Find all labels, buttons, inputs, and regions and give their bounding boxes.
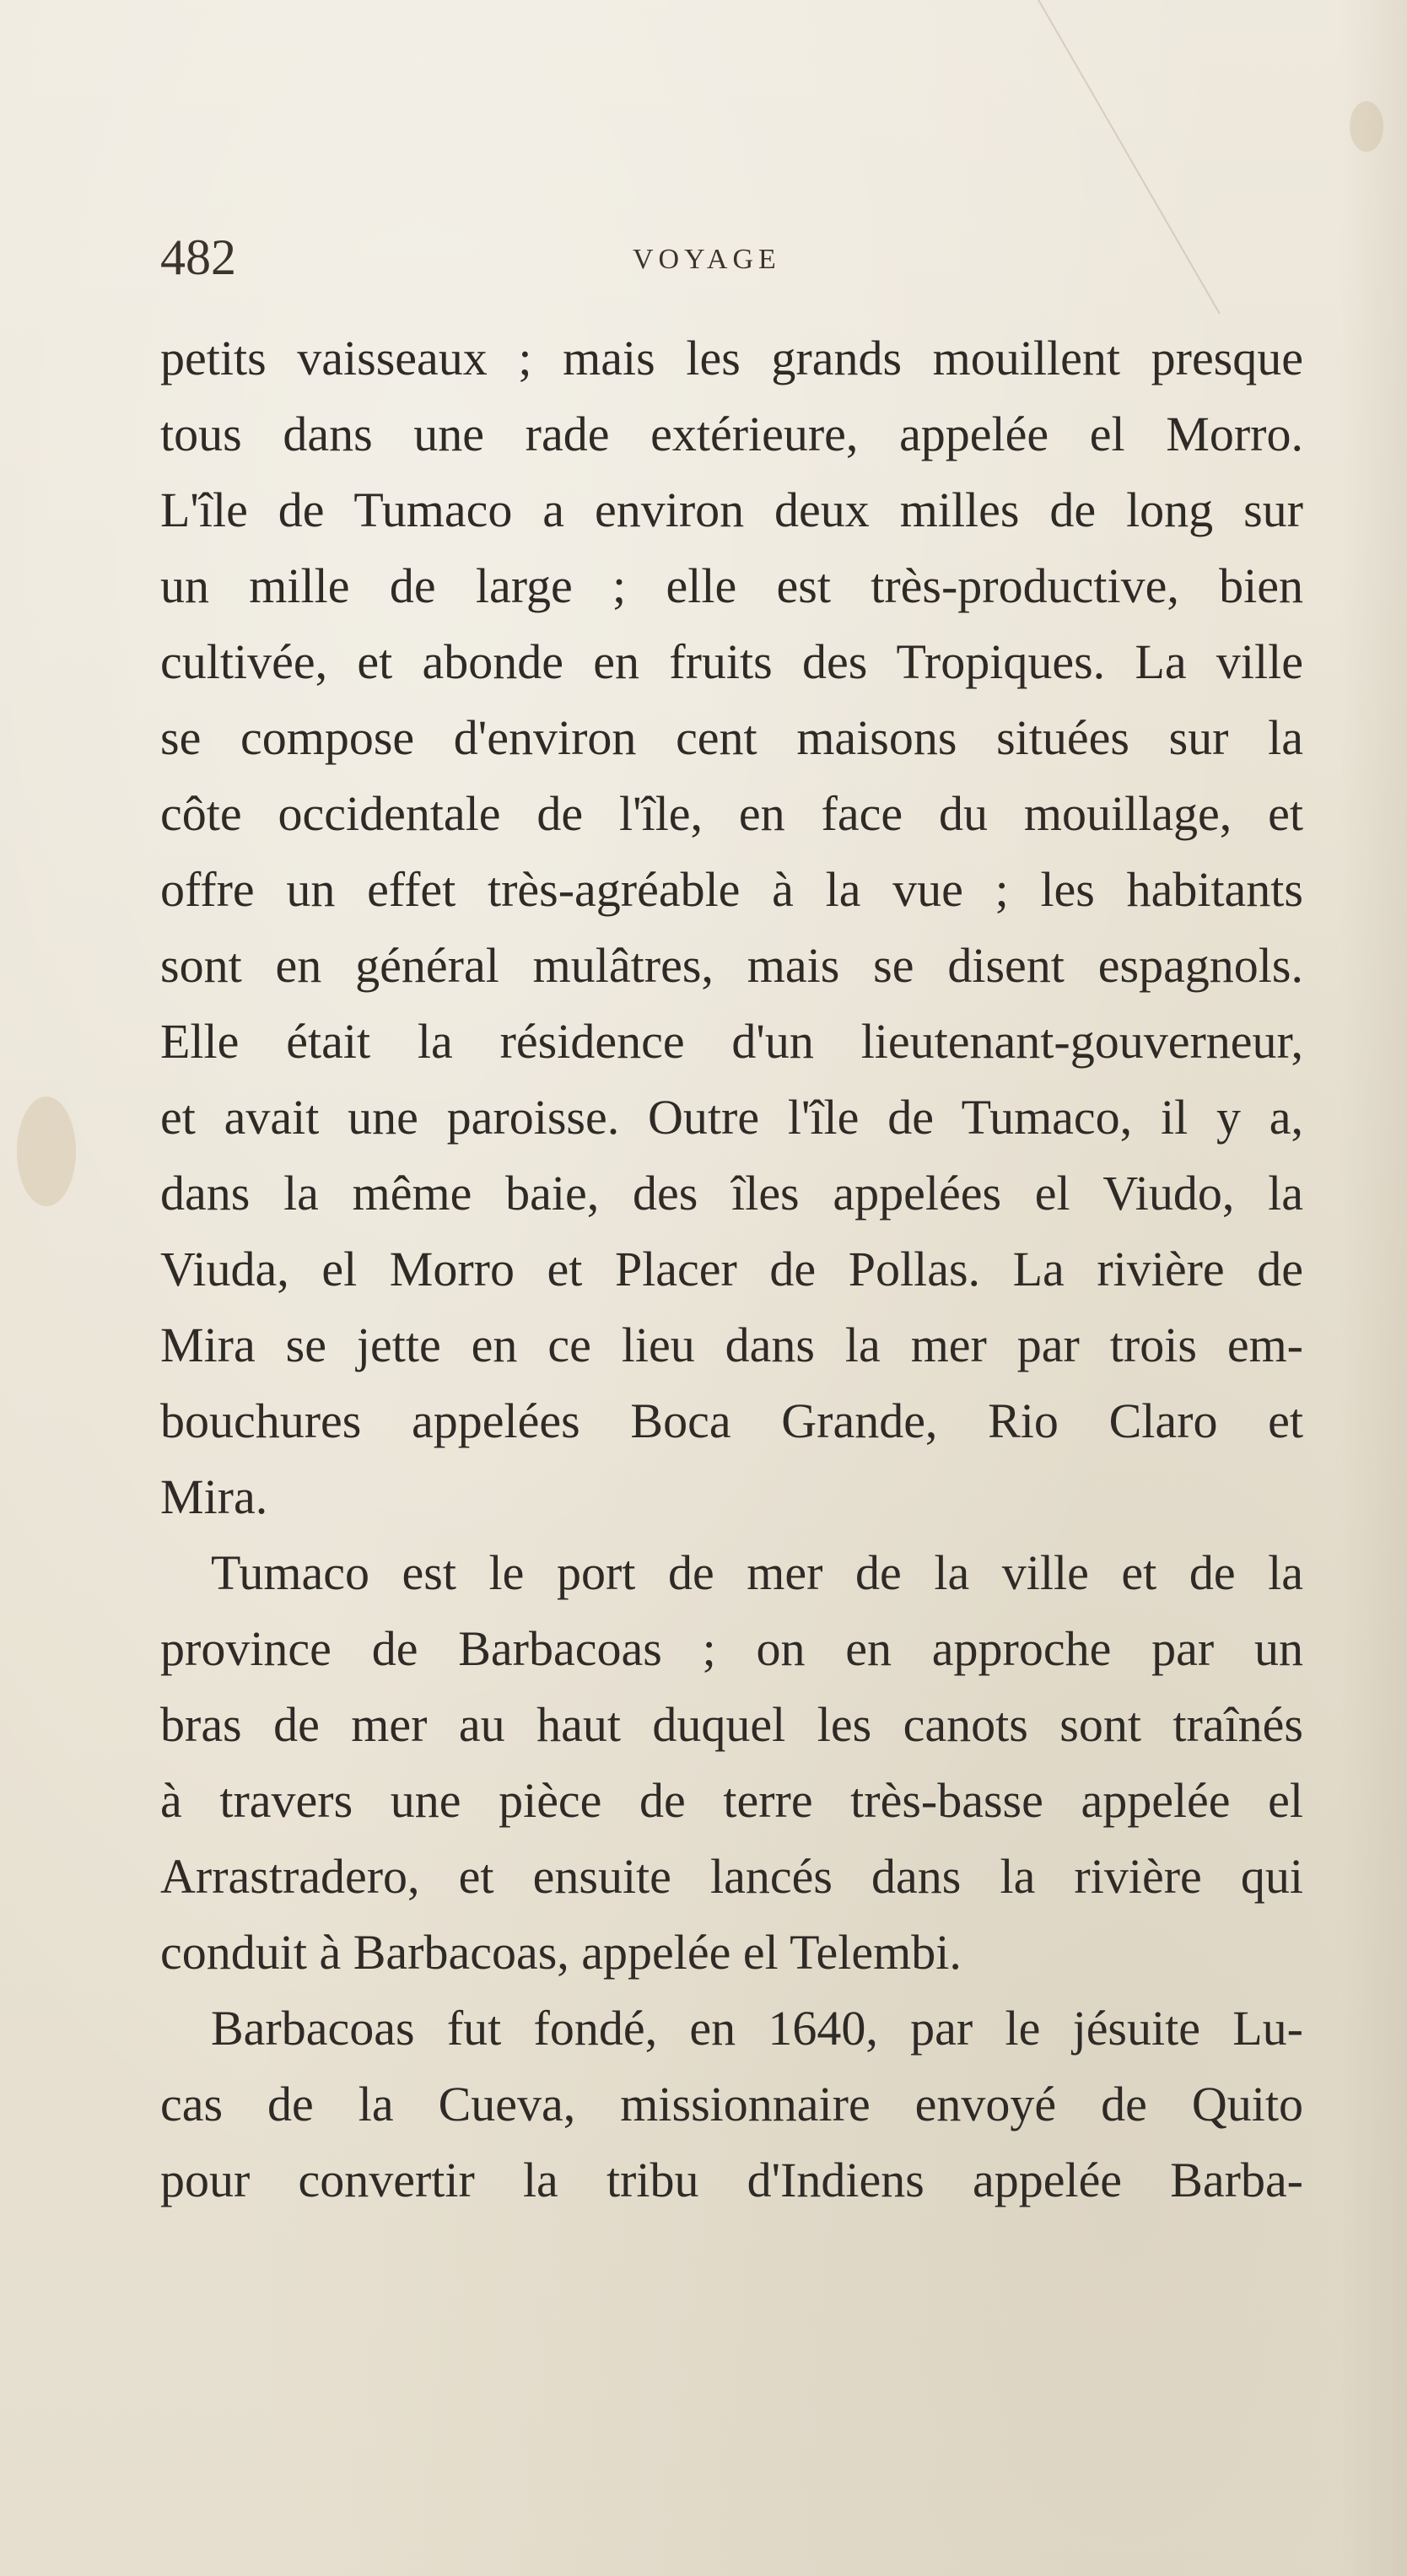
text-line: petits vaisseaux ; mais les grands mouillent presque xyxy=(160,331,1303,385)
text-line: côte occidentale de l'île, en face du mouillage, et xyxy=(160,786,1303,841)
text-line: se compose d'environ cent maisons situées sur la xyxy=(160,710,1303,765)
text-line: bouchures appelées Boca Grande, Rio Claro et xyxy=(160,1393,1303,1448)
text-line: et avait une paroisse. Outre l'île de Tumaco, il y a, xyxy=(160,1090,1303,1145)
text-line-paragraph-end: conduit à Barbacoas, appelée el Telembi. xyxy=(160,1925,962,1980)
text-line: bras de mer au haut duquel les canots sont traînés xyxy=(160,1697,1303,1752)
page-number: 482 xyxy=(160,229,236,285)
running-head xyxy=(160,228,1299,287)
text-line-paragraph-start: Tumaco est le port de mer de la ville et de la xyxy=(211,1545,1303,1600)
text-line: Mira se jette en ce lieu dans la mer par trois em- xyxy=(160,1318,1303,1372)
text-line: dans la même baie, des îles appelées el Viudo, la xyxy=(160,1166,1303,1221)
text-line: offre un effet très-agréable à la vue ; les habitants xyxy=(160,862,1303,917)
text-line-paragraph-end: Mira. xyxy=(160,1469,268,1524)
page-edge-shadow xyxy=(1340,0,1407,2576)
text-line: tous dans une rade extérieure, appelée el Morro. xyxy=(160,407,1303,461)
text-line: à travers une pièce de terre très-basse appelée el xyxy=(160,1773,1303,1828)
foxing-stain xyxy=(17,1097,76,1206)
text-line: Arrastradero, et ensuite lancés dans la rivière qui xyxy=(160,1849,1303,1904)
text-line: province de Barbacoas ; on en approche par un xyxy=(160,1621,1303,1676)
text-line: Elle était la résidence d'un lieutenant-gouverneur, xyxy=(160,1014,1303,1069)
text-line: cas de la Cueva, missionnaire envoyé de Quito xyxy=(160,2077,1303,2131)
text-line: sont en général mulâtres, mais se disent espagnols. xyxy=(160,938,1303,993)
text-line: un mille de large ; elle est très-productive, bien xyxy=(160,558,1303,613)
foxing-stain xyxy=(1350,101,1383,152)
text-line: Viuda, el Morro et Placer de Pollas. La rivière de xyxy=(160,1242,1303,1296)
body-text xyxy=(160,321,1303,2218)
text-line: cultivée, et abonde en fruits des Tropiques. La ville xyxy=(160,634,1303,689)
running-title: VOYAGE xyxy=(633,244,781,275)
text-line: L'île de Tumaco a environ deux milles de long sur xyxy=(160,482,1303,537)
text-line: pour convertir la tribu d'Indiens appelée Barba- xyxy=(160,2153,1303,2207)
text-line-paragraph-start: Barbacoas fut fondé, en 1640, par le jésuite Lu- xyxy=(211,2001,1303,2056)
